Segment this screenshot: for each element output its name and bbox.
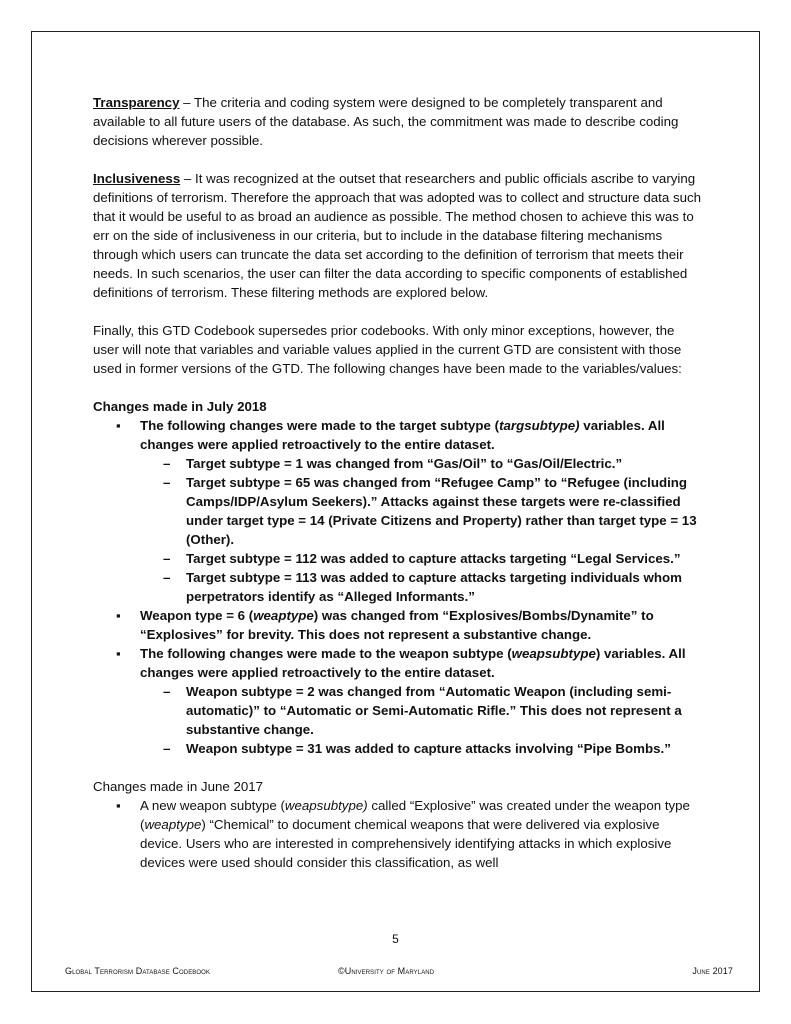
sub-item: – Target subtype = 113 was added to capture attacks targeting individuals whom perpetrators identify as “Alleged Informants.” [140,568,703,606]
footer-left: Global Terrorism Database Codebook [65,966,211,976]
variable-name: weaptype [144,817,202,832]
finally-paragraph: Finally, this GTD Codebook supersedes prior codebooks. With only minor exceptions, however, the user will note that variables and variable values applied in the current GTD are consistent with those used in former versions of the GTD. The following changes have been made to the variables/values: [93,323,682,376]
sub-item: – Weapon subtype = 31 was added to capture attacks involving “Pipe Bombs.” [140,739,703,758]
copyright-symbol: © [338,966,345,976]
footer-right [692,966,733,976]
transparency-text: – The criteria and coding system were designed to be completely transparent and available to all future users of the database. As such, the commitment was made to describe coding decisions wherever possible. [93,95,679,148]
sub-item: – Target subtype = 65 was changed from “Refugee Camp” to “Refugee (including Camps/IDP/Asylum Seekers).” Attacks against these targets were re-classified under target type = 14 (Private Citizens and Property) rather than target type = 13 (Other). [140,473,703,549]
item-text: The following changes were made to the weapon subtype ( [140,646,512,661]
variable-name: weaptype [253,608,314,623]
sublist [140,454,703,606]
changes-2017-heading: Changes made in June 2017 [93,779,264,794]
item-text: A new weapon subtype ( [140,798,285,813]
item-text: The following changes were made to the target subtype ( [140,418,500,433]
item-text: variables. All changes were applied retroactively to the entire dataset. [140,418,665,452]
variable-name: weapsubtype) [284,798,368,813]
sublist [140,682,703,758]
changes-2017-list [93,796,703,872]
list-item [93,644,703,758]
footer-month: June [692,966,710,976]
changes-2018-heading: Changes made in July 2018 [93,399,267,414]
item-text: ) “Chemical” to document chemical weapons that were delivered via explosive device. Users who are interested in comprehensively identifying attacks in which explosive devices were used should consider this classification, as well [140,817,672,870]
inclusiveness-text: – It was recognized at the outset that researchers and public officials ascribe to varying definitions of terrorism. Therefore the approach that was adopted was to collect and structure data such that it would be useful to as broad an audience as possible. The method chosen to achieve this was to err on the side of inclusiveness in our criteria, but to include in the database filtering mechanisms through which users can truncate the data set according to the definition of terrorism that meets their needs. In such scenarios, the user can filter the data according to specific components of established definitions of terrorism. These filtering methods are explored below. [93,171,702,300]
list-item [93,416,703,606]
item-text: ) variables. All changes were applied retroactively to the entire dataset. [140,646,686,680]
item-text: ) was changed from “Explosives/Bombs/Dynamite” to “Explosives” for brevity. This does not represent a substantive change. [140,608,654,642]
transparency-paragraph [93,93,703,150]
page-number: 5 [392,932,399,946]
variable-name: weapsubtype [511,646,596,661]
footer-center [338,966,434,976]
inclusiveness-paragraph [93,169,703,302]
sub-item: – Target subtype = 112 was added to capture attacks targeting “Legal Services.” [140,549,703,568]
document-body [93,93,703,872]
item-text: called “Explosive” was created under the weapon type ( [140,798,690,832]
sub-item: – Weapon subtype = 2 was changed from “Automatic Weapon (including semi-automatic)” to “Automatic or Semi-Automatic Rifle.” This does not represent a substantive change. [140,682,703,739]
list-item [93,606,703,644]
footer-year: 2017 [712,966,733,976]
item-text: Weapon type = 6 ( [140,608,254,623]
changes-2018-list [93,416,703,758]
list-item [93,796,703,872]
sub-item: – Target subtype = 1 was changed from “Gas/Oil” to “Gas/Oil/Electric.” [140,454,703,473]
transparency-term: Transparency [93,95,180,110]
inclusiveness-term: Inclusiveness [93,171,181,186]
footer-center-text: University of Maryland [344,966,435,976]
variable-name: targsubtype) [499,418,580,433]
